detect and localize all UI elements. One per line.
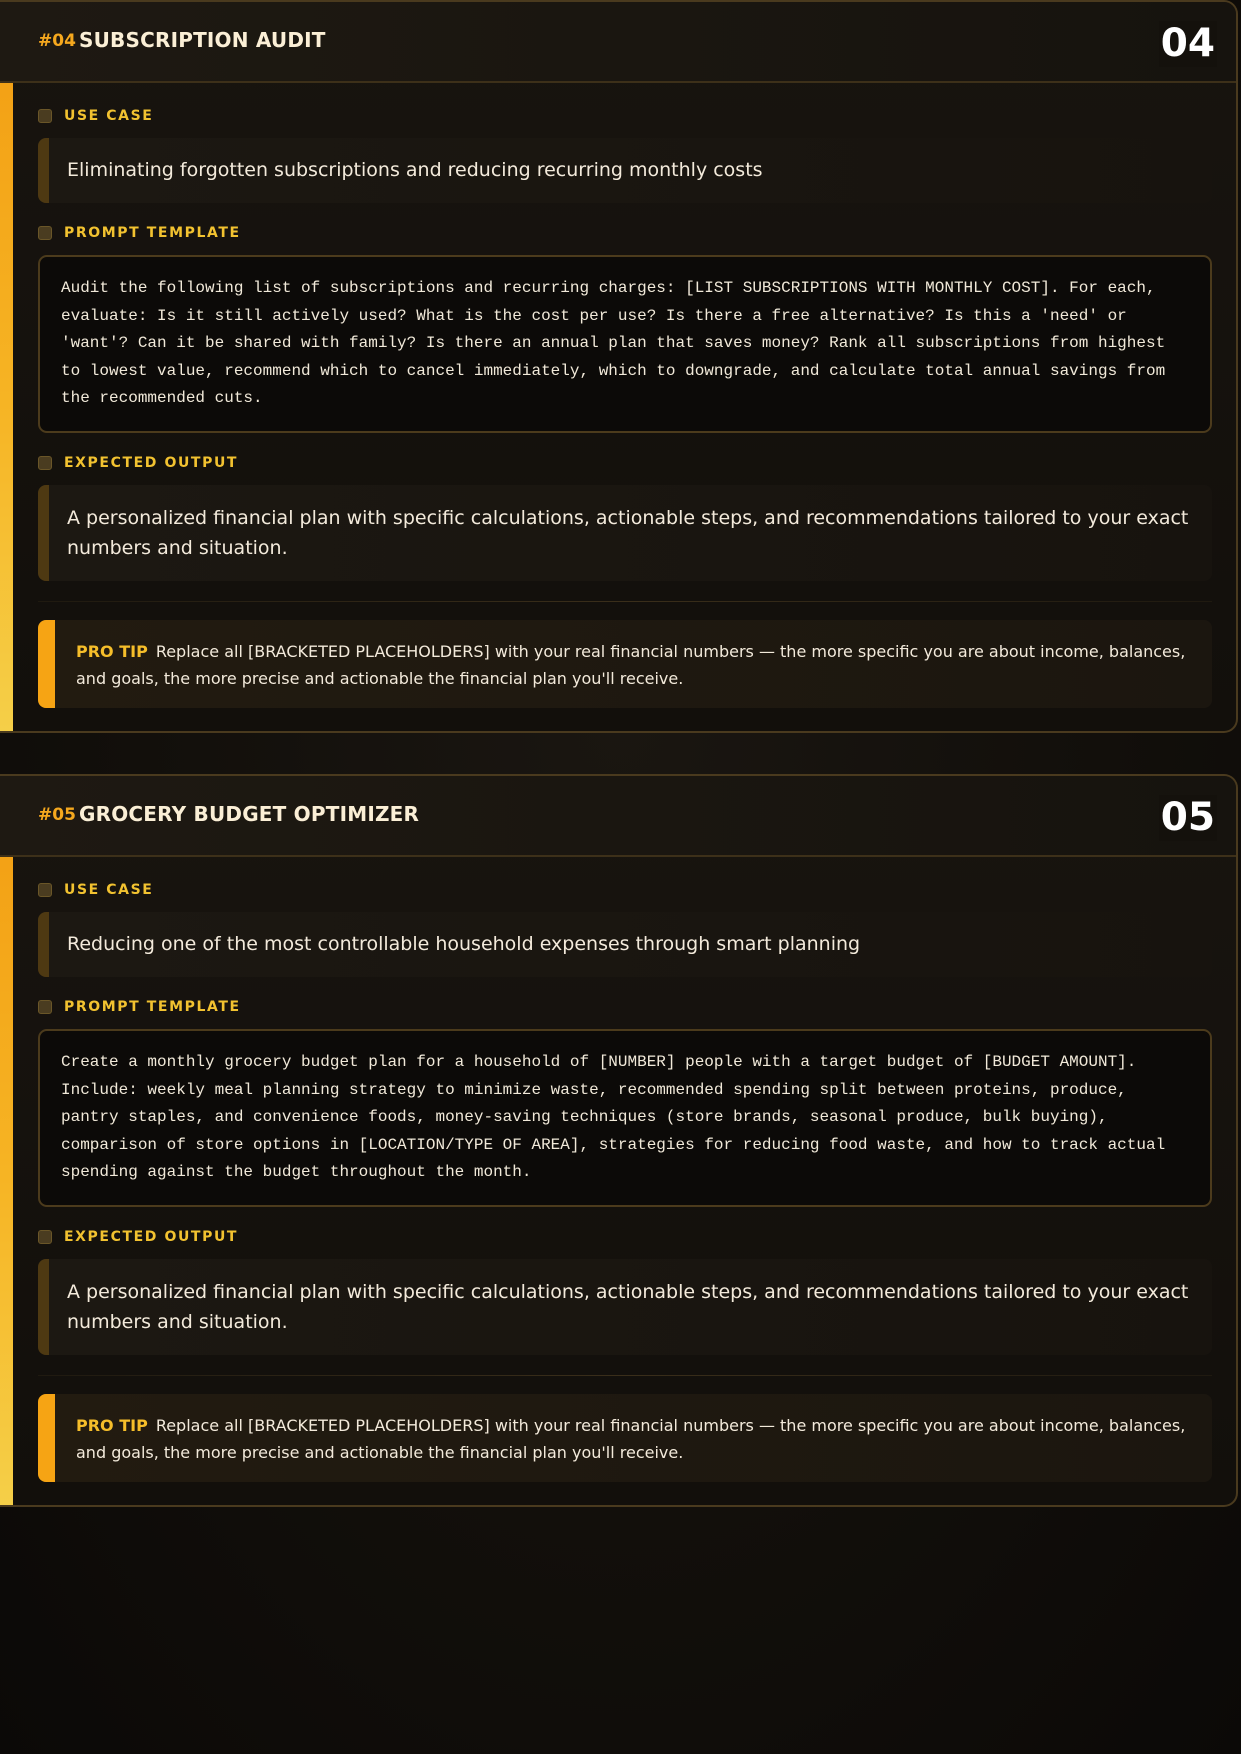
prompt-line: to lowest value, recommend which to cancel immediately, which to downgrade, and calculate total annual savings from — [61, 361, 1166, 380]
quote-bar — [38, 138, 49, 203]
quote-bar — [38, 485, 49, 581]
prompt-card — [0, 0, 1238, 733]
prompt-line: evaluate: Is it still actively used? What is the cost per use? Is there a free alternative? Is this a 'need' or — [61, 306, 1127, 325]
tip-bar — [38, 1394, 55, 1482]
use-case-text: Reducing one of the most controllable household expenses through smart planning — [67, 933, 861, 955]
prompt-line: pantry staples, and convenience foods, money-saving techniques (store brands, seasonal produce, bulk buying), — [61, 1108, 1108, 1127]
divider — [38, 1375, 1212, 1376]
card-accent-bar — [0, 2, 13, 731]
prompt-line: Audit the following list of subscriptions and recurring charges: [LIST SUBSCRIPTIONS WITH MONTHLY COST]. For each, — [61, 279, 1156, 297]
pro-tip-body: Replace all [BRACKETED PLACEHOLDERS] with your real financial numbers — the more specific you are about income, balances, and goals, the more precise and actionable the financial plan you'll receive. — [76, 1416, 1186, 1462]
quote-bar — [38, 1259, 49, 1355]
tip-bar — [38, 620, 55, 708]
pro-tip-text — [76, 638, 1188, 692]
section-marker-icon — [38, 226, 52, 240]
prompt-heading — [38, 999, 241, 1015]
card-title: SUBSCRIPTION AUDIT — [79, 28, 326, 52]
output-heading — [38, 455, 238, 471]
use-case-block — [38, 138, 1212, 203]
pro-tip-body: Replace all [BRACKETED PLACEHOLDERS] with your real financial numbers — the more specific you are about income, balances, and goals, the more precise and actionable the financial plan you'll receive. — [76, 642, 1186, 688]
card-title: GROCERY BUDGET OPTIMIZER — [79, 802, 420, 826]
section-marker-icon — [38, 883, 52, 897]
use-case-heading — [38, 108, 153, 124]
use-case-block — [38, 912, 1212, 977]
use-case-label: USE CASE — [64, 108, 154, 124]
section-marker-icon — [38, 109, 52, 123]
prompt-template-box — [38, 1029, 1212, 1207]
output-heading — [38, 1229, 238, 1245]
pro-tip-label: PRO TIP — [76, 642, 148, 661]
prompt-line: comparison of store options in [LOCATION/TYPE OF AREA], strategies for reducing food waste, and how to track actual — [61, 1135, 1166, 1154]
card-header — [0, 776, 1236, 857]
card-id: #05 — [38, 805, 76, 825]
pro-tip-text — [76, 1412, 1188, 1466]
expected-output-text: A personalized financial plan with specific calculations, actionable steps, and recommendations tailored to your exact numbers and situation. — [67, 1281, 1189, 1333]
expected-output-block — [38, 485, 1212, 581]
pro-tip-block — [38, 620, 1212, 708]
prompt-card — [0, 774, 1238, 1507]
card-header — [0, 2, 1236, 83]
prompt-line: spending against the budget throughout the month. — [61, 1163, 532, 1182]
use-case-heading — [38, 882, 153, 898]
prompt-line: Include: weekly meal planning strategy to minimize waste, recommended spending split between proteins, produce, — [61, 1080, 1127, 1099]
section-marker-icon — [38, 1000, 52, 1014]
prompt-line: 'want'? Can it be shared with family? Is there an annual plan that saves money? Rank all subscriptions from highest — [61, 334, 1166, 353]
use-case-label: USE CASE — [64, 882, 154, 898]
quote-bar — [38, 912, 49, 977]
prompt-label: PROMPT TEMPLATE — [64, 999, 241, 1015]
card-accent-bar — [0, 776, 13, 1505]
card-id: #04 — [38, 31, 76, 51]
output-label: EXPECTED OUTPUT — [64, 1229, 239, 1245]
prompt-label: PROMPT TEMPLATE — [64, 225, 241, 241]
divider — [38, 601, 1212, 602]
section-marker-icon — [38, 1230, 52, 1244]
expected-output-block — [38, 1259, 1212, 1355]
section-marker-icon — [38, 456, 52, 470]
prompt-template-box — [38, 255, 1212, 433]
card-number: 05 — [1160, 795, 1215, 840]
pro-tip-block — [38, 1394, 1212, 1482]
pro-tip-label: PRO TIP — [76, 1416, 148, 1435]
expected-output-text: A personalized financial plan with specific calculations, actionable steps, and recommendations tailored to your exact numbers and situation. — [67, 507, 1189, 559]
prompt-line: the recommended cuts. — [61, 389, 263, 408]
prompt-heading — [38, 225, 241, 241]
output-label: EXPECTED OUTPUT — [64, 455, 239, 471]
card-number: 04 — [1160, 21, 1215, 66]
use-case-text: Eliminating forgotten subscriptions and reducing recurring monthly costs — [67, 159, 763, 181]
prompt-line: Create a monthly grocery budget plan for a household of [NUMBER] people with a target budget of [BUDGET AMOUNT]. — [61, 1053, 1137, 1071]
